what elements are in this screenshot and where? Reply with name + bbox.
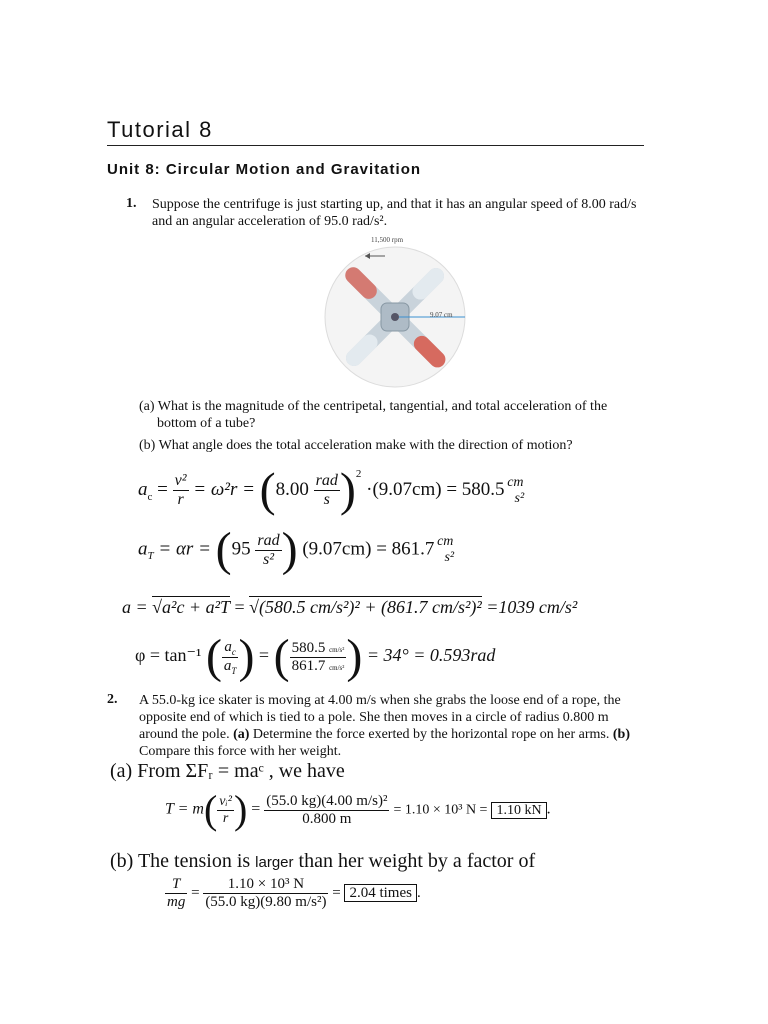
problem-1-text-line2: and an angular acceleration of 95.0 rad/s².	[152, 214, 388, 229]
solution-b-post: than her weight by a factor of	[298, 850, 536, 872]
phi-frac1-num-sub: c	[231, 646, 236, 657]
ac-lhs: a	[138, 479, 148, 500]
tension-den: 0.800 m	[302, 810, 352, 827]
document-title: Tutorial 8	[107, 117, 213, 142]
problem-2-part-a-label: (a)	[233, 727, 250, 742]
problem-2-line1: A 55.0-kg ice skater is moving at 4.00 m/s when she grabs the loose end of a rope, the	[139, 693, 621, 708]
radius-label: 9.07 cm	[430, 311, 453, 319]
problem-1-text	[152, 196, 652, 230]
ac-omega2r: = ω²r =	[193, 479, 255, 500]
solution-b-word: larger	[255, 854, 294, 871]
ratio-mg: mg	[167, 894, 186, 910]
ratio-t: T	[165, 876, 187, 894]
phi-lhs: φ = tan⁻¹	[135, 645, 202, 666]
ratio-answer-box: 2.04 times	[344, 884, 417, 902]
at-lhs-sub: T	[147, 550, 154, 563]
phi-frac2-num: 580.5	[291, 639, 326, 656]
part-a-line1: (a) What is the magnitude of the centripetal, tangential, and total acceleration of the	[139, 399, 608, 414]
ac-times: ·(9.07cm) = 580.5	[366, 479, 505, 500]
at-unit-num: rad	[257, 531, 280, 549]
rpm-label: 11,500 rpm	[371, 236, 404, 244]
problem-2-line4: Compare this force with her weight.	[139, 744, 342, 759]
a-root-small: a²c + a²T	[162, 597, 230, 617]
phi-result: = 34° = 0.593rad	[366, 645, 496, 666]
a-root-big: (580.5 cm/s²)² + (861.7 cm/s²)²	[259, 597, 482, 617]
phi-frac1-num: a	[224, 638, 232, 655]
ratio-num: 1.10 × 10³ N	[203, 876, 328, 894]
problem-2-part-b-label: (b)	[612, 727, 631, 742]
at-result-unit-num: cm	[437, 534, 454, 549]
a-middle: =	[234, 597, 245, 617]
at-lhs: a	[138, 538, 148, 560]
tension-result: = 1.10 × 10³ N =	[393, 802, 488, 818]
equation-angle: φ = tan⁻¹ ( $\frac{a_c}{a_T}$ ) = ( $\frac{\text{580.5 cm/s²}}{\text{861.7 cm/s²}}$ ) = 34° = 0.593rad	[135, 630, 496, 683]
problem-2-line2: opposite end of which is tied to a pole. She then moves in a circle of radius 0.800 m	[139, 710, 609, 725]
equation-centripetal: $a_c$ = $\frac{\text{v²}}{r}$ = ω²r = (8.00 $\frac{\text{rad}}{s}$ )$^2$ ·(9.07cm) = 580.5 cm s²	[138, 463, 525, 517]
equation-tension: T = m( $\frac{\text{vᵢ²}}{r}$ ) = $\frac{\text{(55.0 kg)(4.00 m/s)²}}{0.800 m}$ = 1.10 × 10³ N = 1.10 kN .	[165, 787, 551, 832]
solution-a-intro: (a) From ΣFᵣ = maᶜ , we have	[110, 760, 345, 782]
phi-tiny-unit-num: cm/s²	[329, 645, 345, 654]
solution-b-intro	[110, 850, 535, 873]
problem-1-text-line1: Suppose the centrifuge is just starting up, and that it has an angular speed of 8.00 rad/s	[152, 197, 637, 212]
ac-unit-num: rad	[315, 472, 338, 490]
phi-frac2-den: 861.7	[291, 657, 326, 674]
at-value: 95	[231, 538, 251, 560]
ac-r: r	[177, 491, 184, 509]
at-alpha-r: = αr =	[158, 538, 211, 560]
ac-result-unit-den: s²	[514, 490, 525, 506]
problem-2-line3-post: Determine the force exerted by the horizontal rope on her arms.	[252, 727, 610, 742]
problem-2-number: 2.	[107, 692, 118, 707]
phi-frac1-den: a	[223, 657, 232, 674]
equation-total-acceleration: a = √a²c + a²T = √(580.5 cm/s²)² + (861.7 cm/s²)² =1039 cm/s²	[122, 597, 578, 617]
ac-value: 8.00	[275, 479, 309, 500]
ratio-den: (55.0 kg)(9.80 m/s²)	[205, 894, 327, 910]
tension-lhs: T = m	[165, 800, 204, 818]
solution-b-pre: (b) The tension is	[110, 850, 251, 872]
problem-1-part-b: (b) What angle does the total acceleration make with the direction of motion?	[139, 438, 573, 453]
ac-exp: 2	[355, 468, 362, 480]
tension-v-num: vᵢ²	[219, 793, 232, 809]
ac-unit-den: s	[323, 491, 330, 509]
at-unit-den: s²	[262, 550, 274, 568]
ac-v2: v²	[174, 472, 187, 490]
problem-2-line3-pre: around the pole.	[139, 727, 230, 742]
at-result-unit-den: s²	[444, 550, 455, 565]
unit-heading: Unit 8: Circular Motion and Gravitation	[107, 161, 422, 178]
a-lhs: a =	[122, 597, 148, 617]
part-a-line2: bottom of a tube?	[157, 416, 256, 431]
ac-lhs-sub: c	[147, 490, 153, 503]
problem-2-text	[139, 692, 649, 760]
tension-v-den: r	[222, 810, 229, 826]
tension-num: (55.0 kg)(4.00 m/s)²	[266, 792, 388, 809]
a-result: =1039 cm/s²	[486, 597, 578, 617]
equation-tangential: $a_T = \alpha r = (95$ $\frac{\text{rad}}{\text{s²}}$ ) (9.07cm) = 861.7 cm s²	[138, 523, 455, 576]
title-divider	[107, 145, 644, 146]
ac-result-unit-num: cm	[507, 474, 524, 490]
tension-answer-box: 1.10 kN	[491, 802, 546, 819]
phi-tiny-unit-den: cm/s²	[329, 663, 345, 672]
phi-frac1-den-sub: T	[231, 665, 237, 676]
at-times: (9.07cm) = 861.7	[302, 538, 435, 560]
problem-1-part-a	[139, 398, 639, 432]
equation-ratio: $\frac{T}{mg}$ = $\frac{\text{1.10 × 10³ N}}{\text{(55.0 kg)(9.80 m/s²)}}$ = 2.04 times .	[167, 876, 421, 910]
problem-1-number: 1.	[126, 196, 137, 211]
